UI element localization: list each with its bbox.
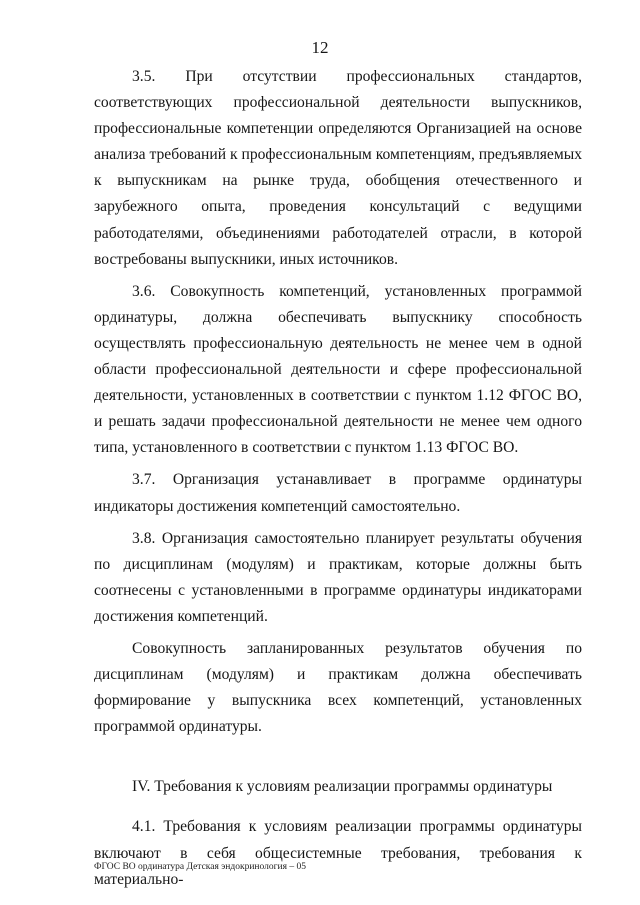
paragraph-4-1: 4.1. Требования к условиям реализации программы ординатуры включают в себя общесистемные требования, требования к материально-	[94, 818, 582, 888]
paragraph-3-8: 3.8. Организация самостоятельно планирует результаты обучения по дисциплинам (модулям) и практикам, которые должны быть соотнесены с установленными в программе ординатуры индикаторами достижения компетенций.	[94, 529, 582, 625]
document-body	[94, 64, 582, 893]
section-iv-heading: IV. Требования к условиям реализации программы ординатуры	[132, 778, 553, 796]
paragraph-3-7: 3.7. Организация устанавливает в программе ординатуры индикаторы достижения компетенций самостоятельно.	[94, 471, 582, 515]
page-number: 12	[311, 38, 329, 57]
paragraph-3-6: 3.6. Совокупность компетенций, установленных программой ординатуры, должна обеспечивать выпускнику способность осуществлять профессиональную деятельность не менее чем в одной области профессиональной деятельности и сфере профессиональной деятельности, установленных в соответствии с пунктом 1.12 ФГОС ВО, и решать задачи профессиональной деятельности не менее чем одного типа, установленного в соответствии с пунктом 1.13 ФГОС ВО.	[94, 282, 582, 457]
document-footer: ФГОС ВО ординатура Детская эндокринология – 05	[94, 862, 306, 872]
paragraph-competency-total: Совокупность запланированных результатов обучения по дисциплинам (модулям) и практикам должна обеспечивать формирование у выпускника всех компетенций, установленных программой ординатуры.	[94, 639, 582, 736]
paragraph-3-5: 3.5. При отсутствии профессиональных стандартов, соответствующих профессиональной деятельности выпускников, профессиональные компетенции определяются Организацией на основе анализа требований к профессиональным компетенциям, предъявляемых к выпускникам на рынке труда, обобщения отечественного и зарубежного опыта, проведения консультаций с ведущими работодателями, объединениями работодателей отрасли, в которой востребованы выпускники, иных источников.	[94, 68, 582, 268]
